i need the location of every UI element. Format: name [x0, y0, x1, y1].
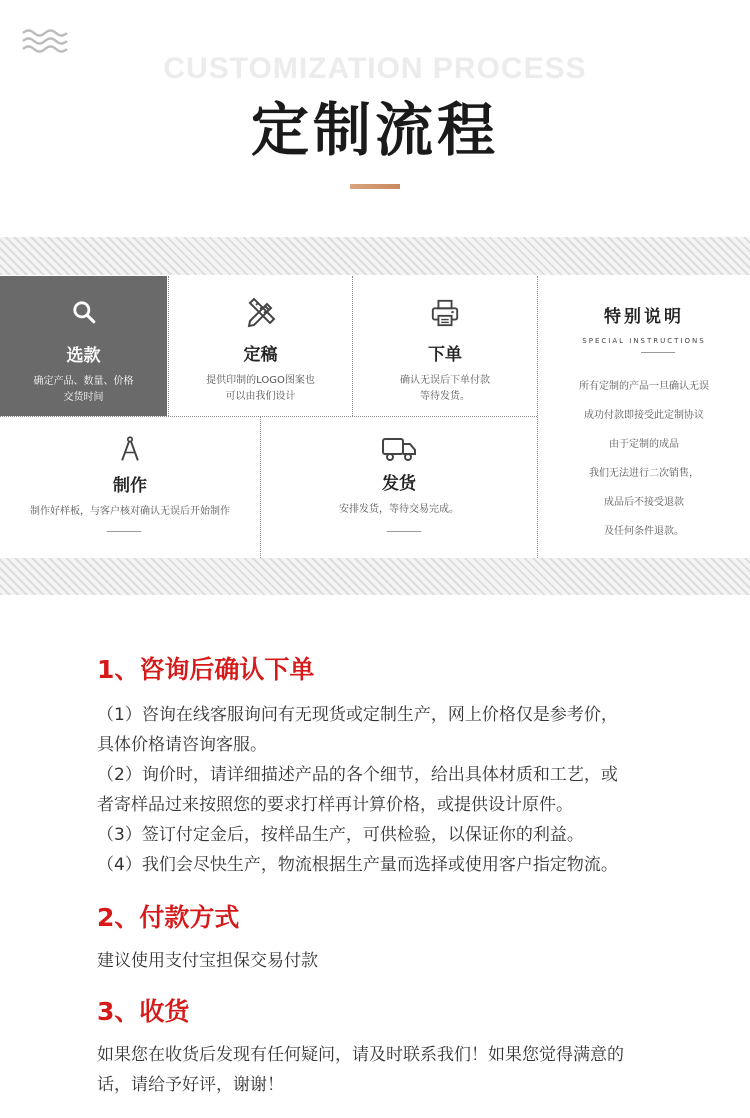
text-line: 话，请给予好评，谢谢！ — [97, 1075, 284, 1095]
text-line: （2）询价时，请详细描述产品的各个细节，给出具体材质和工艺，或 — [97, 765, 618, 785]
special-line: 我们无法进行二次销售， — [589, 468, 699, 479]
step-desc: 交货时间 — [63, 392, 104, 403]
stripe-band-top — [0, 237, 750, 275]
text-line: （3）签订付定金后，按样品生产，可供检验，以保证你的利益。 — [97, 825, 584, 845]
truck-icon — [381, 435, 417, 463]
step-produce — [0, 417, 260, 558]
special-line: 所有定制的产品一旦确认无误 — [579, 381, 709, 392]
step-desc: 确定产品、数量、价格 — [33, 376, 134, 387]
step-select — [0, 276, 167, 416]
step-title: 发货 — [382, 474, 416, 494]
search-icon — [71, 299, 97, 325]
section-text — [97, 946, 318, 976]
section-text — [97, 1040, 624, 1100]
section-heading: 1、咨询后确认下单 — [97, 655, 315, 684]
step-order — [353, 276, 537, 416]
step-desc: 可以由我们设计 — [225, 391, 296, 402]
pencil-ruler-icon — [245, 296, 277, 328]
background-title: CUSTOMIZATION PROCESS — [163, 52, 587, 85]
step-desc: 提供印制的LOGO图案也 — [206, 375, 315, 386]
step-ship — [261, 417, 537, 558]
special-instructions — [538, 276, 750, 558]
special-line: 由于定制的成品 — [609, 439, 679, 450]
stripe-band-bottom — [0, 557, 750, 595]
process-grid — [0, 276, 750, 558]
text-line: （4）我们会尽快生产，物流根据生产量而选择或使用客户指定物流。 — [97, 855, 618, 875]
title-underline — [350, 184, 400, 189]
section-heading: 2、付款方式 — [97, 903, 240, 932]
text-line: 者寄样品过来按照您的要求打样再计算价格，或提供设计原件。 — [97, 795, 573, 815]
compass-icon — [116, 435, 144, 463]
special-line: 成功付款即接受此定制协议 — [584, 410, 704, 421]
divider-line — [107, 531, 141, 532]
step-title: 制作 — [113, 476, 147, 496]
step-title: 下单 — [428, 345, 462, 365]
divider-line — [641, 352, 675, 353]
special-subtitle: SPECIAL INSTRUCTIONS — [582, 337, 706, 345]
wave-icon — [22, 28, 70, 54]
step-desc: 等待发货。 — [420, 391, 470, 402]
special-line: 及任何条件退款。 — [604, 526, 684, 537]
text-line: （1）咨询在线客服询问有无现货或定制生产，网上价格仅是参考价， — [97, 705, 618, 725]
printer-icon — [430, 298, 460, 328]
step-title: 定稿 — [243, 345, 278, 365]
divider-line — [387, 531, 421, 532]
step-desc: 安排发货，等待交易完成。 — [339, 504, 459, 515]
special-line: 成品后不接受退款 — [604, 497, 684, 508]
text-line: 具体价格请咨询客服。 — [97, 735, 267, 755]
section-text — [97, 700, 618, 880]
special-title: 特别说明 — [604, 307, 684, 327]
special-lines — [538, 372, 750, 546]
section-heading: 3、收货 — [97, 997, 190, 1026]
page-title: 定制流程 — [250, 96, 499, 164]
text-line: 建议使用支付宝担保交易付款 — [97, 951, 318, 971]
step-desc: 制作好样板，与客户核对确认无误后开始制作 — [30, 506, 230, 517]
text-line: 如果您在收货后发现有任何疑问，请及时联系我们！如果您觉得满意的 — [97, 1045, 624, 1065]
step-finalize — [169, 276, 352, 416]
step-title: 选款 — [66, 346, 101, 366]
step-desc: 确认无误后下单付款 — [400, 375, 490, 386]
